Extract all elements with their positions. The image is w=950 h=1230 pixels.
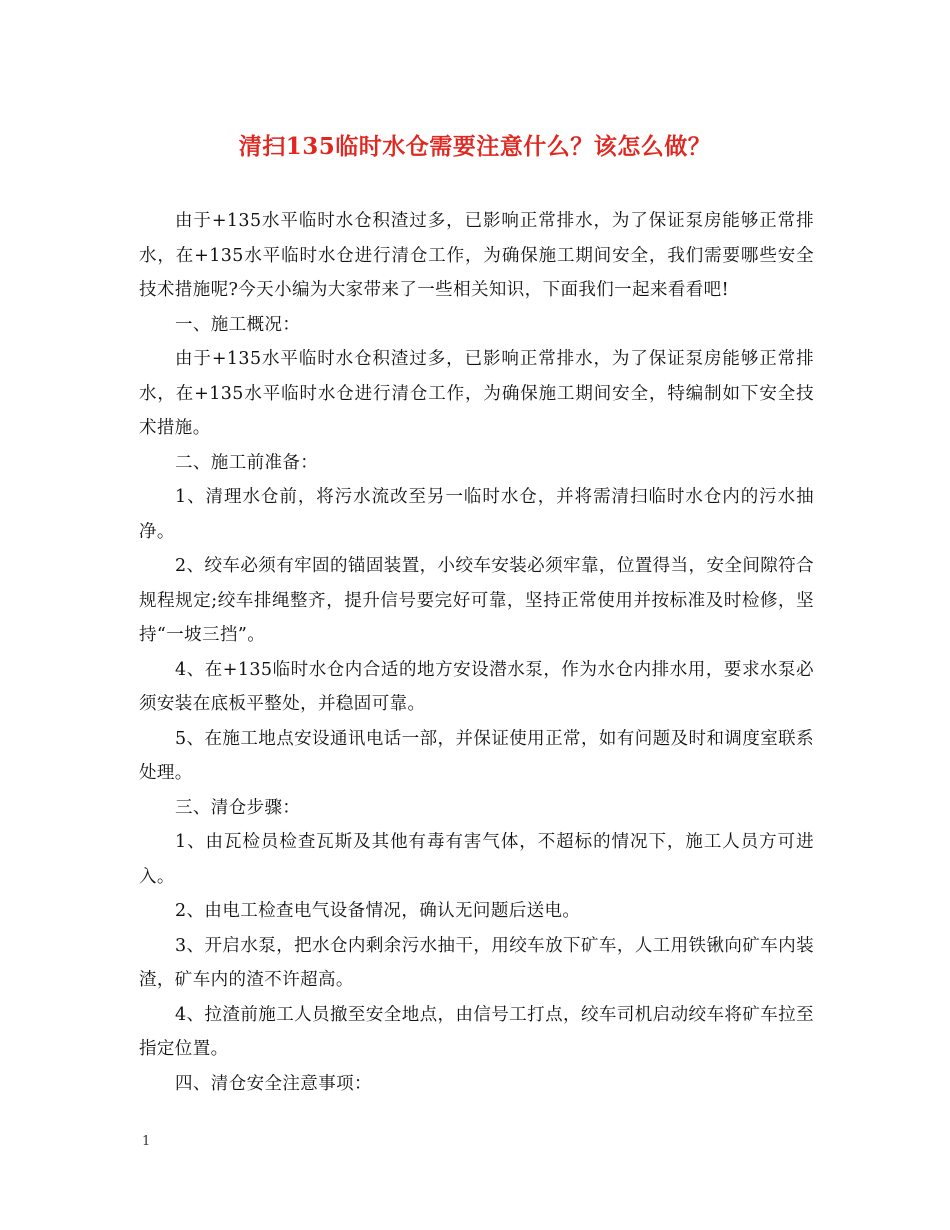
section-heading: 一、施工概况： bbox=[175, 314, 301, 335]
list-item: 2、绞车必须有牢固的锚固装置，小绞车安装必须牢靠，位置得当，安全间隙符合规程规定;绞车排绳整齐，提升信号要完好可靠，坚持正常使用并按标准及时检修，坚持“一坡三挡”。 bbox=[139, 556, 814, 645]
document-body bbox=[139, 204, 814, 1101]
body-paragraph: 由于+135水平临时水仓积渣过多，已影响正常排水，为了保证泵房能够正常排水，在+135水平临时水仓进行清仓工作，为确保施工期间安全，特编制如下安全技术措施。 bbox=[139, 349, 814, 438]
list-item: 5、在施工地点安设通讯电话一部，并保证使用正常，如有问题及时和调度室联系处理。 bbox=[139, 728, 814, 783]
list-item: 1、由瓦检员检查瓦斯及其他有毒有害气体，不超标的情况下，施工人员方可进入。 bbox=[139, 832, 814, 887]
document-title: 清扫135临时水仓需要注意什么？该怎么做？ bbox=[238, 133, 712, 160]
section-heading: 二、施工前准备： bbox=[175, 452, 319, 473]
list-item: 3、开启水泵，把水仓内剩余污水抽干，用绞车放下矿车，人工用铁锹向矿车内装渣，矿车内的渣不许超高。 bbox=[139, 935, 814, 990]
intro-paragraph: 由于+135水平临时水仓积渣过多，已影响正常排水，为了保证泵房能够正常排水，在+135水平临时水仓进行清仓工作，为确保施工期间安全，我们需要哪些安全技术措施呢?今天小编为大家带来了一些相关知识，下面我们一起来看看吧! bbox=[139, 211, 814, 300]
list-item: 1、清理水仓前，将污水流改至另一临时水仓，并将需清扫临时水仓内的污水抽净。 bbox=[139, 487, 814, 542]
page-number: 1 bbox=[142, 1134, 151, 1149]
section-heading: 三、清仓步骤： bbox=[175, 797, 301, 818]
list-item: 4、在+135临时水仓内合适的地方安设潜水泵，作为水仓内排水用，要求水泵必须安装在底板平整处，并稳固可靠。 bbox=[139, 659, 814, 714]
list-item: 4、拉渣前施工人员撤至安全地点，由信号工打点，绞车司机启动绞车将矿车拉至指定位置。 bbox=[139, 1004, 814, 1059]
section-heading: 四、清仓安全注意事项： bbox=[175, 1073, 372, 1094]
list-item: 2、由电工检查电气设备情况，确认无问题后送电。 bbox=[175, 901, 581, 921]
